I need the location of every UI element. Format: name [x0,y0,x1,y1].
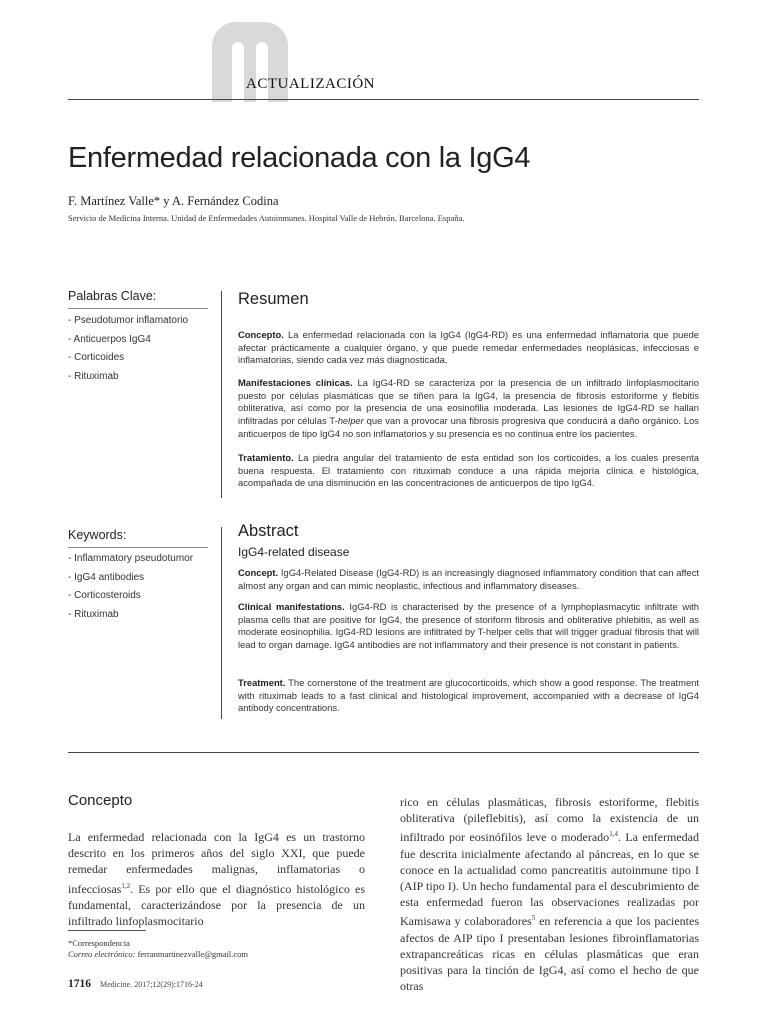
footnote-rule [68,930,146,931]
footnote-correspondence: *Correspondencia [68,938,130,948]
article-authors: F. Martínez Valle* y A. Fernández Codina [68,194,279,208]
header-rule [68,99,699,100]
resumen-heading: Resumen [238,290,309,308]
palabra-clave-item: - Pseudotumor inflamatorio [68,315,189,326]
resumen-manifestaciones-label: Manifestaciones clínicas. [238,377,353,388]
footnote-email-line [68,949,248,959]
logo-m-notch-left [232,42,244,102]
abstract-subheading: IgG4-related disease [238,545,350,559]
logo-m-notch-right [256,42,268,102]
body-right-ref-2: 5 [531,914,536,923]
palabras-clave-rule [68,308,208,309]
palabras-clave-list [68,312,188,386]
abstract-concept [238,567,699,592]
body-right-text-b: . La enfermedad fue descrita inicialmente afectando al páncreas, en lo que se conoce en la actualidad como pancreatitis autoinmune tipo I (AIP tipo I). Un hecho fundamental para el descubrimiento de esta enfermedad fueron las observaciones realizadas por Kamisawa y colaboradores [400,830,699,929]
body-right-column [400,794,699,994]
article-affiliation: Servicio de Medicina Interna. Unidad de Enfermedades Autoinmunes. Hospital Valle de Hebrón. Barcelona. España. [68,213,465,223]
journal-reference: Medicine. 2017;12(29):1716-24 [100,980,203,989]
abstract-clinical-label: Clinical manifestations. [238,601,345,612]
keyword-item: - Rituximab [68,608,119,620]
keywords-title: Keywords: [68,528,127,542]
abstract-clinical-text: IgG4-RD is characterised by the presence of a lymphoplasmacytic infiltrate with plasma cells that are positive for IgG4, the presence of storiform fibrosis and obliterative phlebitis, as well as moderate eosinophilia. IgG4-RD lesions are infiltrated by T-helper cells that will trigger gradual fibrosis that will lead to organ damage. IgG4 antibodies are not inflammatory and their presence is not constant in patients. [238,601,699,651]
body-section-heading: Concepto [68,792,133,809]
resumen-tratamiento-label: Tratamiento. [238,452,294,463]
keyword-item: - IgG4 antibodies [68,571,145,583]
palabra-clave-item: - Rituximab [68,370,119,382]
body-left-text-b: . Es por ello que el diagnóstico histológico es fundamental, caracterizándose por la presencia de un infiltrado linfoplasmocitario [68,881,365,929]
resumen-manifestaciones-italic: helper [337,415,364,427]
footnote-email-label: Correo electrónico: [68,949,136,959]
resumen-tratamiento-text: La piedra angular del tratamiento de esta entidad son los corticoides, a los cuales presenta buena respuesta. El tratamiento con rituximab conduce a una rápida mejoría clínica e histológica, acompañada de una disminución en las concentraciones de anticuerpos de tipo IgG4. [238,452,699,489]
page-number: 1716 [68,978,91,990]
abstract-divider [221,527,222,719]
body-right-text-c: en referencia a que los pacientes afectos de AIP tipo I presentaban lesiones fibroinflamatorias extrapancreáticas ricas en células plasmáticas que eran positivas para la tinción de IgG4, así como el hecho de que otras [400,914,700,994]
abstract-heading: Abstract [238,522,299,540]
abstract-concept-text: IgG4-Related Disease (IgG4-RD) is an increasingly diagnosed inflammatory condition that can affect almost any organ and can mimic neoplastic, infectious and inflammatory diseases. [238,567,699,591]
keywords-rule [68,547,208,548]
section-label: ACTUALIZACIÓN [246,76,375,92]
abstract-concept-label: Concept. [238,567,279,578]
body-right-ref-1: 1,4 [609,830,618,839]
keyword-item: - Corticosteroids [68,590,141,601]
abstract-clinical [238,601,699,652]
resumen-concepto-text: La enfermedad relacionada con la IgG4 (IgG4-RD) es una enfermedad inflamatoria que puede afectar prácticamente a cualquier órgano, y que puede remedar enfermedades neoplásicas, infecciosas e inflamatorias, siendo cada vez más diagnosticada. [238,329,699,366]
body-right-text-a: rico en células plasmáticas, fibrosis estoriforme, flebitis obliterativa (pileflebitis), así como la existencia de un infiltrado por eosinófilos leve o moderado [400,795,699,845]
palabra-clave-item: - Corticoides [68,352,125,363]
abstract-treatment-text: The cornerstone of the treatment are glucocorticoids, which show a good response. The treatment with rituximab leads to a fast clinical and histological improvement, accompanied with a decrease of IgG4 antibody concentrations. [238,677,699,714]
resumen-manifestaciones-text-b: que van a provocar una fibrosis progresiva que conducirá a daño orgánico. Los anticuerpos de tipo IgG4 no son inflamatorios y su presencia es no continua entre los pacientes. [238,415,699,439]
resumen-divider [221,291,222,498]
palabras-clave-title: Palabras Clave: [68,289,157,303]
article-title: Enfermedad relacionada con la IgG4 [68,142,531,174]
resumen-concepto [238,329,699,367]
keywords-list [68,550,193,624]
footnote-email[interactable]: ferranmartinezvalle@gmail.com [135,949,249,959]
body-left-text-a: La enfermedad relacionada con la IgG4 es un trastorno descrito en los primeros años del siglo XXI, que puede remedar enfermedades malignas, inflamatorias o infecciosas [68,830,365,896]
palabra-clave-item: - Anticuerpos IgG4 [68,333,151,345]
body-left-column [68,829,365,929]
abstract-treatment-label: Treatment. [238,677,286,688]
resumen-tratamiento [238,452,699,490]
abstract-treatment [238,677,699,715]
keyword-item: - Inflammatory pseudotumor [68,553,194,564]
resumen-concepto-label: Concepto. [238,329,284,340]
body-left-ref: 1,2 [121,881,131,890]
resumen-manifestaciones-text-a: La IgG4-RD se caracteriza por la presencia de un infiltrado linfoplasmocitario puesto por células plasmáticas que se tiñen para la IgG4, la presencia de fibrosis estoriforme y flebitis obliterativa, así como por la presencia de una eosinofilia moderada. Las lesiones de IgG4-RD se hallan infiltradas por células T- [238,377,699,427]
section-divider-rule [68,752,699,753]
resumen-manifestaciones [238,377,699,441]
